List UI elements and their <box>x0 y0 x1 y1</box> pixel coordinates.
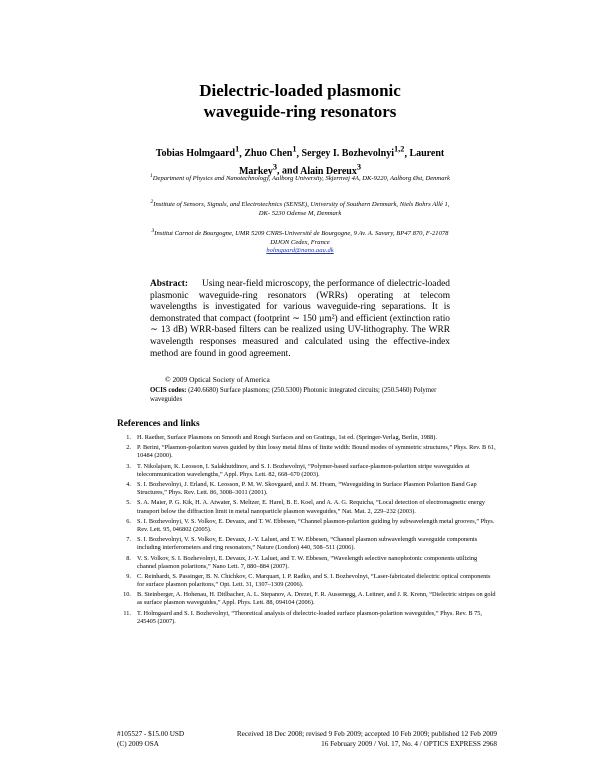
abstract-label: Abstract: <box>150 279 189 289</box>
references-heading: References and links <box>117 419 200 429</box>
ocis-label: OCIS codes: <box>150 387 187 394</box>
price-line: #105527 - $15.00 USD <box>117 730 185 738</box>
reference-item: 4. S. I. Bozhevolnyi, J. Erland, K. Leosson, P. M. W. Skovgaard, and J. M. Hvam, “Waveguiding in Surface Plasmon Polariton Band Gap Structures,” Phys. Rev. Lett. 86, 3008–3011 (2001). <box>126 481 477 497</box>
copyright-notice: © 2009 Optical Society of America <box>165 375 270 384</box>
author: Laurent Markey$^3$ <box>238 148 445 177</box>
email-link[interactable]: holmgaard@nano.aau.dk <box>266 247 334 255</box>
paper-title <box>150 80 450 122</box>
author: Tobias Holmgaard$^1$ <box>155 145 240 160</box>
journal-citation: 16 February 2009 / Vol. 17, No. 4 / OPTICS EXPRESS 2968 <box>321 739 497 748</box>
author: Sergey I. Bozhevolnyi$^{1,2}$ <box>301 145 405 160</box>
abstract <box>150 279 450 360</box>
reference-item: 11. T. Holmgaard and S. I. Bozhevolnyi, “Theoretical analysis of dielectric-loaded surface plasmon-polariton waveguides,” Phys. Rev. B 75, 245405 (2007). <box>123 609 483 625</box>
reference-item: 9. C. Reinhardt, S. Passinger, B. N. Chichkov, C. Marquart, I. P. Radko, and S. I. Bozhevolnyi, “Laser-fabricated dielectric optical components for surface plasmon polaritons,” Opt. Lett. 31, 1307–1309 (2006). <box>126 572 491 588</box>
reference-item: 7. S. I. Bozhevolnyi, V. S. Volkov, E. Devaux, J.-Y. Laluet, and T. W. Ebbesen, “Channel plasmon subwavelength waveguide components including interferometers and ring resonators,” Nature (London) 440, 508–511 (2006). <box>126 536 478 552</box>
title-line-2: waveguide-ring resonators <box>203 102 397 121</box>
author-list: Tobias Holmgaard$^1$, Zhuo Chen$^1$, Sergey I. Bozhevolnyi$^{1,2}$, Laurent Markey$^3$, and Alain Dereux$^3$ <box>155 145 445 177</box>
reference-item: 1. H. Raether, Surface Plasmons on Smooth and Rough Surfaces and on Gratings, 1st ed. (Springer-Verlag, Berlin, 1988). <box>126 434 437 441</box>
reference-item: 5. S. A. Maier, P. G. Kik, H. A. Atwater, S. Meltzer, E. Harel, B. E. Koel, and A. A. G. Requicha, “Local detection of electromagnetic energy transport below the diffraction limit in metal nanoparticle plasmon waveguides,” Nat. Mat. 2, 229–232 (2003). <box>126 499 485 515</box>
abstract-text: Using near-field microscopy, the performance of dielectric-loaded plasmonic waveguide-ring resonators (WRRs) operating at telecom wavelengths is investigated for various waveguide-ring separations. It is demonstrated that compact (footprint ∼ 150 µm²) and efficient (extinction ratio ∼ 13 dB) WRR-based filters can be realized using UV-lithography. The WRR wavelength responses measured and calculated using the effective-index method are found in good agreement. <box>150 279 450 359</box>
affiliation: $^3$Institut Carnot de Bourgogne, UMR 5209 CNRS-Université de Bourgogne, 9 Av. A. Savary, BP47 870, F-21078 DIJON Cedex, France holmgaard@nano.aau.dk <box>151 228 449 255</box>
affiliation: $^1$Department of Physics and Nanotechnology, Aalborg University, Skjernvej 4A, DK-9220, Aalborg Øst, Denmark <box>150 173 450 183</box>
reference-item: 3. T. Nikolajsen, K. Leosson, I. Salakhutdinov, and S. I. Bozhevolnyi, “Polymer-based surface-plasmon-polariton stripe waveguides at telecommunication wavelengths,” Appl. Phys. Lett. 82, 668–670 (2003). <box>126 462 470 478</box>
author: Alain Dereux$^3$ <box>300 162 362 177</box>
reference-item: 8. V. S. Volkov, S. I. Bozhevolnyi, E. Devaux, J.-Y. Laluet, and T. W. Ebbesen, “Wavelength selective nanophotonic components utilizing channel plasmon polaritons,” Nano Lett. 7, 880–884 (2007). <box>126 554 478 570</box>
title-line-1: Dielectric-loaded plasmonic <box>199 81 401 100</box>
footer-left <box>117 730 184 749</box>
ocis-text: (240.6680) Surface plasmons; (250.5300) Photonic integrated circuits; (250.5460) Polymer waveguides <box>150 387 437 403</box>
reference-item: 10. B. Steinberger, A. Hohenau, H. Ditlbacher, A. L. Stepanov, A. Drezet, F. R. Aussenegg, A. Leitner, and J. R. Krenn, “Dielectric stripes on gold as surface plasmon waveguides,” Appl. Phys. Lett. 88, 094104 (2006). <box>123 591 496 607</box>
reference-list <box>117 434 497 628</box>
author: Zhuo Chen$^1$ <box>244 145 297 160</box>
affiliation: $^2$Institute of Sensors, Signals, and Electrotechnics (SENSE), University of Southern Denmark, Niels Bohrs Allé 1, DK- 5230 Odense M, Denmark <box>150 199 450 217</box>
ocis-codes <box>150 386 450 404</box>
reference-item: 2. P. Berini, “Plasmon-polariton waves guided by thin lossy metal films of finite width: Bound modes of symmetric structures,” Phys. Rev. B 61, 10484 (2000). <box>126 444 496 460</box>
publication-dates: Received 18 Dec 2008; revised 9 Feb 2009; accepted 10 Feb 2009; published 12 Feb 2009 <box>236 730 497 738</box>
reference-item: 6. S. I. Bozhevolnyi, V. S. Volkov, E. Devaux, and T. W. Ebbesen, “Channel plasmon-polariton guiding by subwavelength metal grooves,” Phys. Rev. Lett. 95, 046802 (2005). <box>126 517 495 533</box>
copyright-line: (C) 2009 OSA <box>117 739 159 748</box>
footer-right <box>229 730 497 749</box>
